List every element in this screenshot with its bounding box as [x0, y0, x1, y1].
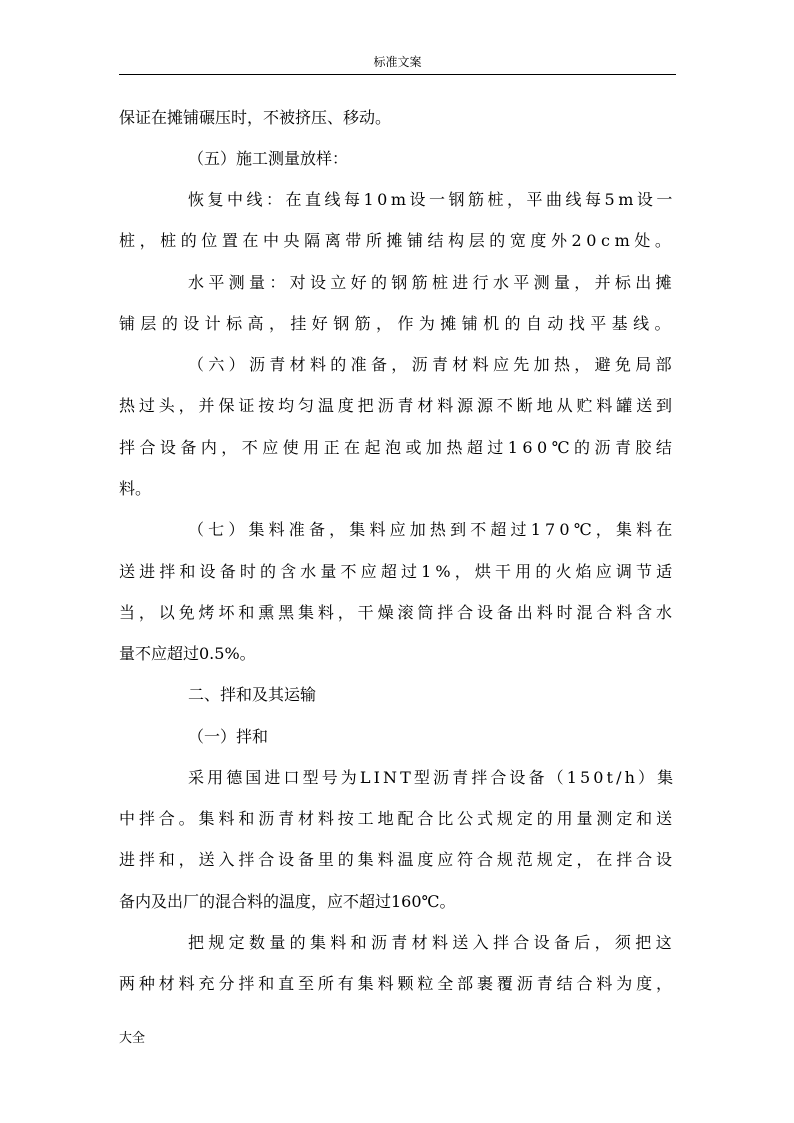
- body-line-20: 备内及出厂的混合料的温度，应不超过160℃。: [119, 892, 456, 911]
- body-line-21: 把规定数量的集料和沥青材料送入拌合设备后，须把这: [188, 933, 676, 952]
- body-line-22: 两种材料充分拌和直至所有集料颗粒全部裹覆沥青结合料为度，: [119, 974, 676, 993]
- body-line-13: 当，以免烤坏和熏黑集料，干燥滚筒拌合设备出料时混合料含水: [119, 603, 676, 622]
- body-line-1: 保证在摊铺碾压时，不被挤压、移动。: [119, 108, 392, 127]
- body-line-19: 进拌和，送入拌合设备里的集料温度应符合规范规定，在拌合设: [119, 850, 676, 869]
- body-line-18: 中拌合。集料和沥青材料按工地配合比公式规定的用量测定和送: [119, 809, 676, 828]
- body-line-9: 拌合设备内，不应使用正在起泡或加热超过160℃的沥青胶结: [119, 438, 677, 457]
- body-line-4: 桩，桩的位置在中央隔离带所摊铺结构层的宽度外20cm处。: [119, 231, 676, 250]
- body-line-17: 采用德国进口型号为LINT型沥青拌合设备（150t/h）集: [188, 768, 677, 787]
- body-line-12: 送进拌和设备时的含水量不应超过1%，烘干用的火焰应调节适: [119, 562, 677, 581]
- section-heading-7: （七）集料准备，集料应加热到不超过170℃，集料在: [188, 520, 677, 539]
- section-heading-5: （五）施工测量放样：: [188, 149, 349, 168]
- body-line-5: 水平测量：对设立好的钢筋桩进行水平测量，并标出摊: [188, 273, 676, 292]
- body-line-8: 热过头，并保证按均匀温度把沥青材料源源不断地从贮料罐送到: [119, 396, 676, 415]
- page-header: 标准文案: [373, 55, 422, 69]
- section-heading-mixing: （一）拌和: [188, 727, 269, 746]
- body-line-6: 铺层的设计标高，挂好钢筋，作为摊铺机的自动找平基线。: [119, 314, 676, 333]
- header-divider: [119, 74, 676, 75]
- body-line-3: 恢复中线：在直线每10m设一钢筋桩，平曲线每5m设一: [188, 190, 676, 209]
- section-heading-6: （六）沥青材料的准备，沥青材料应先加热，避免局部: [188, 355, 676, 374]
- body-line-14: 量不应超过0.5%。: [119, 644, 256, 663]
- chapter-heading-2: 二、拌和及其运输: [188, 685, 317, 704]
- page-footer: 大全: [119, 1031, 146, 1046]
- body-line-10: 料。: [119, 479, 152, 498]
